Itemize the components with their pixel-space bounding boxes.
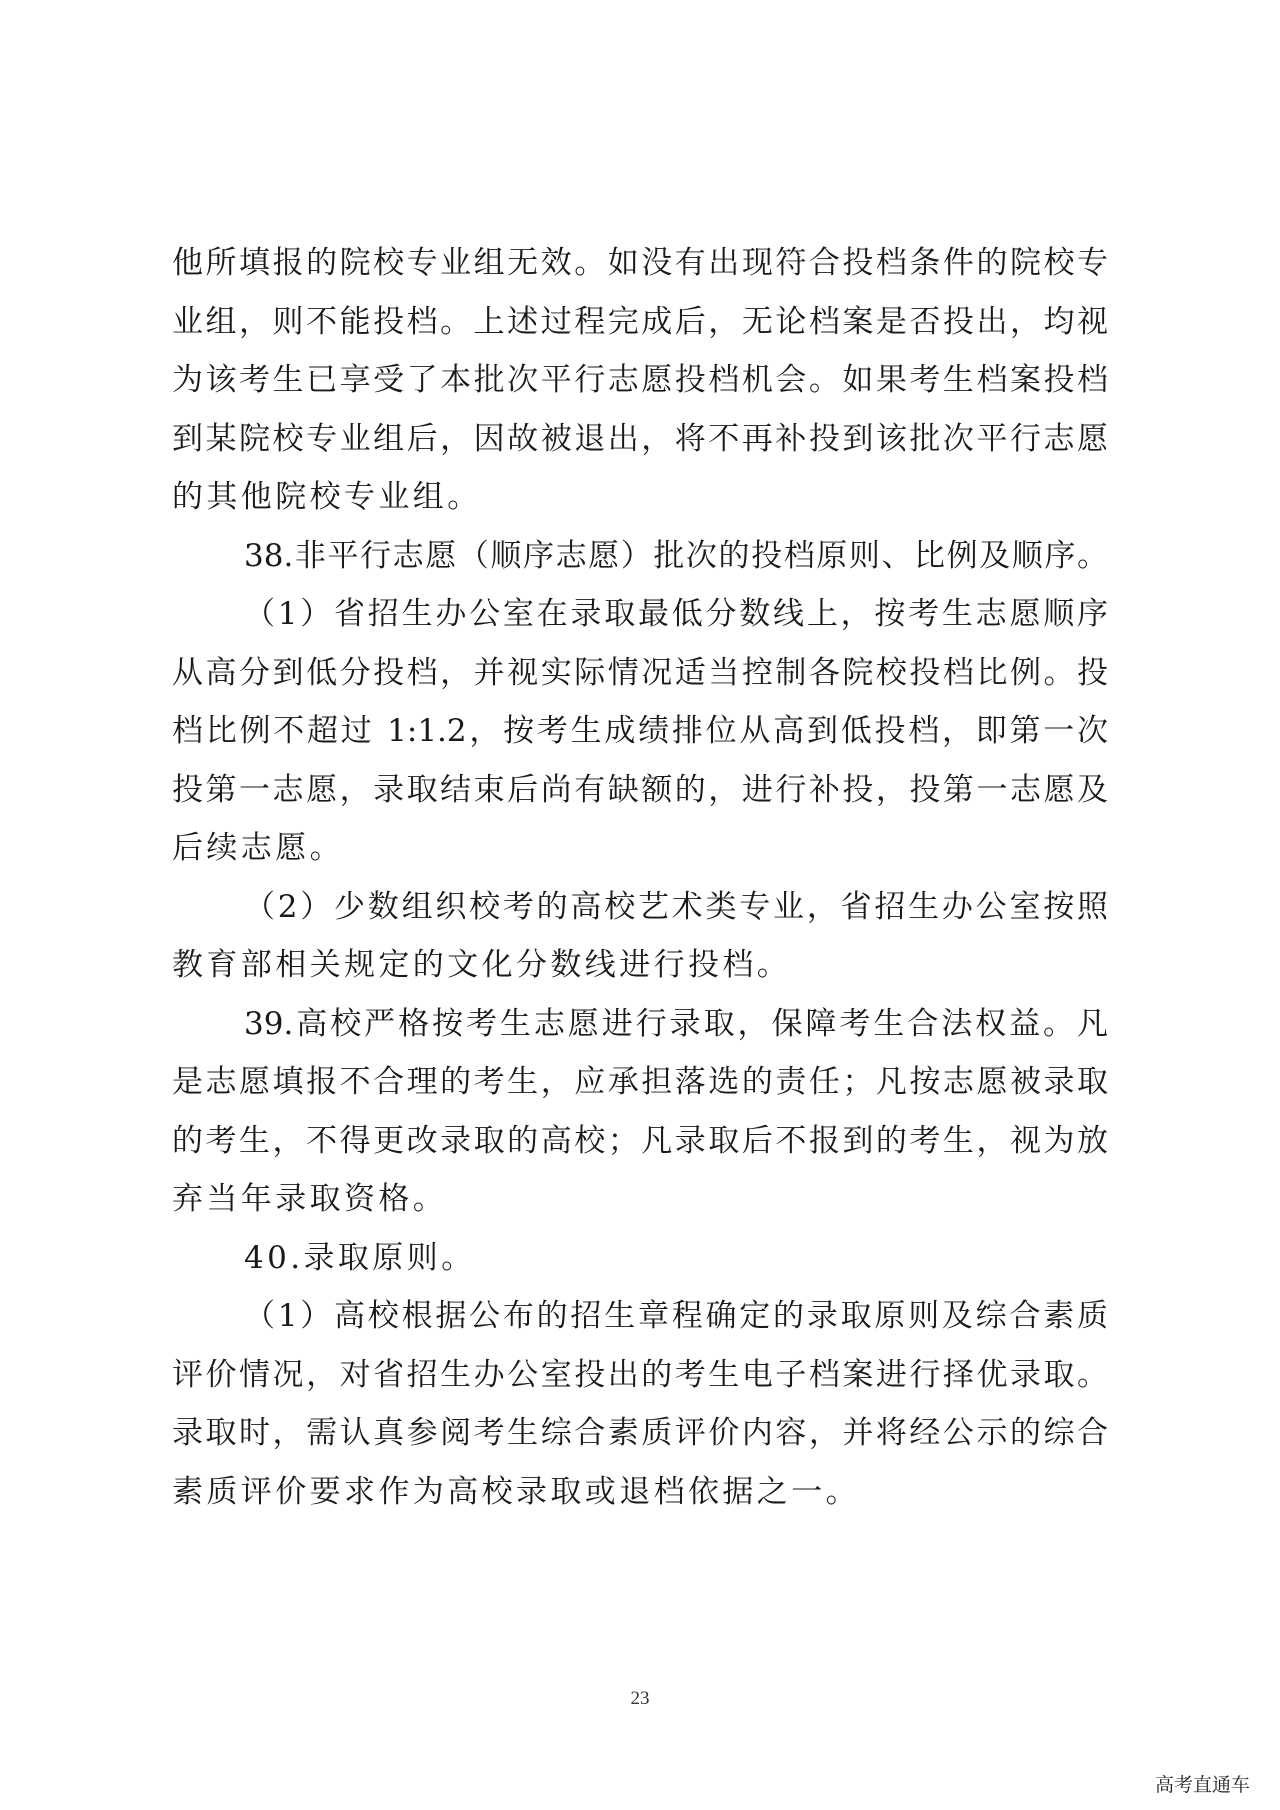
text-line: 业组，则不能投档。上述过程完成后，无论档案是否投出，均视 [172, 303, 1108, 340]
text-line: 到某院校专业组后，因故被退出，将不再补投到该批次平行志愿 [172, 420, 1108, 457]
text-line: 从高分到低分投档，并视实际情况适当控制各院校投档比例。投 [172, 654, 1108, 691]
text-line: （1）省招生办公室在录取最低分数线上，按考生志愿顺序 [244, 596, 1108, 632]
text-line: （1）高校根据公布的招生章程确定的录取原则及综合素质 [244, 1298, 1108, 1334]
text-line: 是志愿填报不合理的考生，应承担落选的责任；凡按志愿被录取 [172, 1064, 1108, 1100]
text-line: 后续志愿。 [172, 830, 344, 866]
text-line: 弃当年录取资格。 [172, 1181, 448, 1217]
section-39-heading: 39.高校严格按考生志愿进行录取，保障考生合法权益。凡 [244, 1005, 1108, 1042]
text-line: 的考生，不得更改录取的高校；凡录取后不报到的考生，视为放 [172, 1122, 1108, 1159]
section-38-heading: 38.非平行志愿（顺序志愿）批次的投档原则、比例及顺序。 [244, 537, 1108, 574]
document-body [172, 234, 1108, 1521]
text-line: 的其他院校专业组。 [172, 479, 482, 515]
text-line: 为该考生已享受了本批次平行志愿投档机会。如果考生档案投档 [172, 362, 1108, 398]
text-line: 档比例不超过 1:1.2，按考生成绩排位从高到低投档，即第一次 [172, 713, 1108, 749]
text-line: （2）少数组织校考的高校艺术类专业，省招生办公室按照 [244, 888, 1108, 925]
watermark: 高考直通车 [1154, 1774, 1250, 1796]
text-line: 素质评价要求作为高校录取或退档依据之一。 [172, 1473, 860, 1510]
text-line: 评价情况，对省招生办公室投出的考生电子档案进行择优录取。 [172, 1356, 1108, 1393]
text-line: 他所填报的院校专业组无效。如没有出现符合投档条件的院校专 [172, 245, 1108, 281]
text-line: 投第一志愿，录取结束后尚有缺额的，进行补投，投第一志愿及 [172, 771, 1108, 808]
text-line: 录取时，需认真参阅考生综合素质评价内容，并将经公示的综合 [172, 1415, 1108, 1451]
text-line: 教育部相关规定的文化分数线进行投档。 [172, 947, 792, 983]
page-number: 23 [630, 1688, 650, 1709]
section-40-heading: 40.录取原则。 [244, 1239, 476, 1276]
